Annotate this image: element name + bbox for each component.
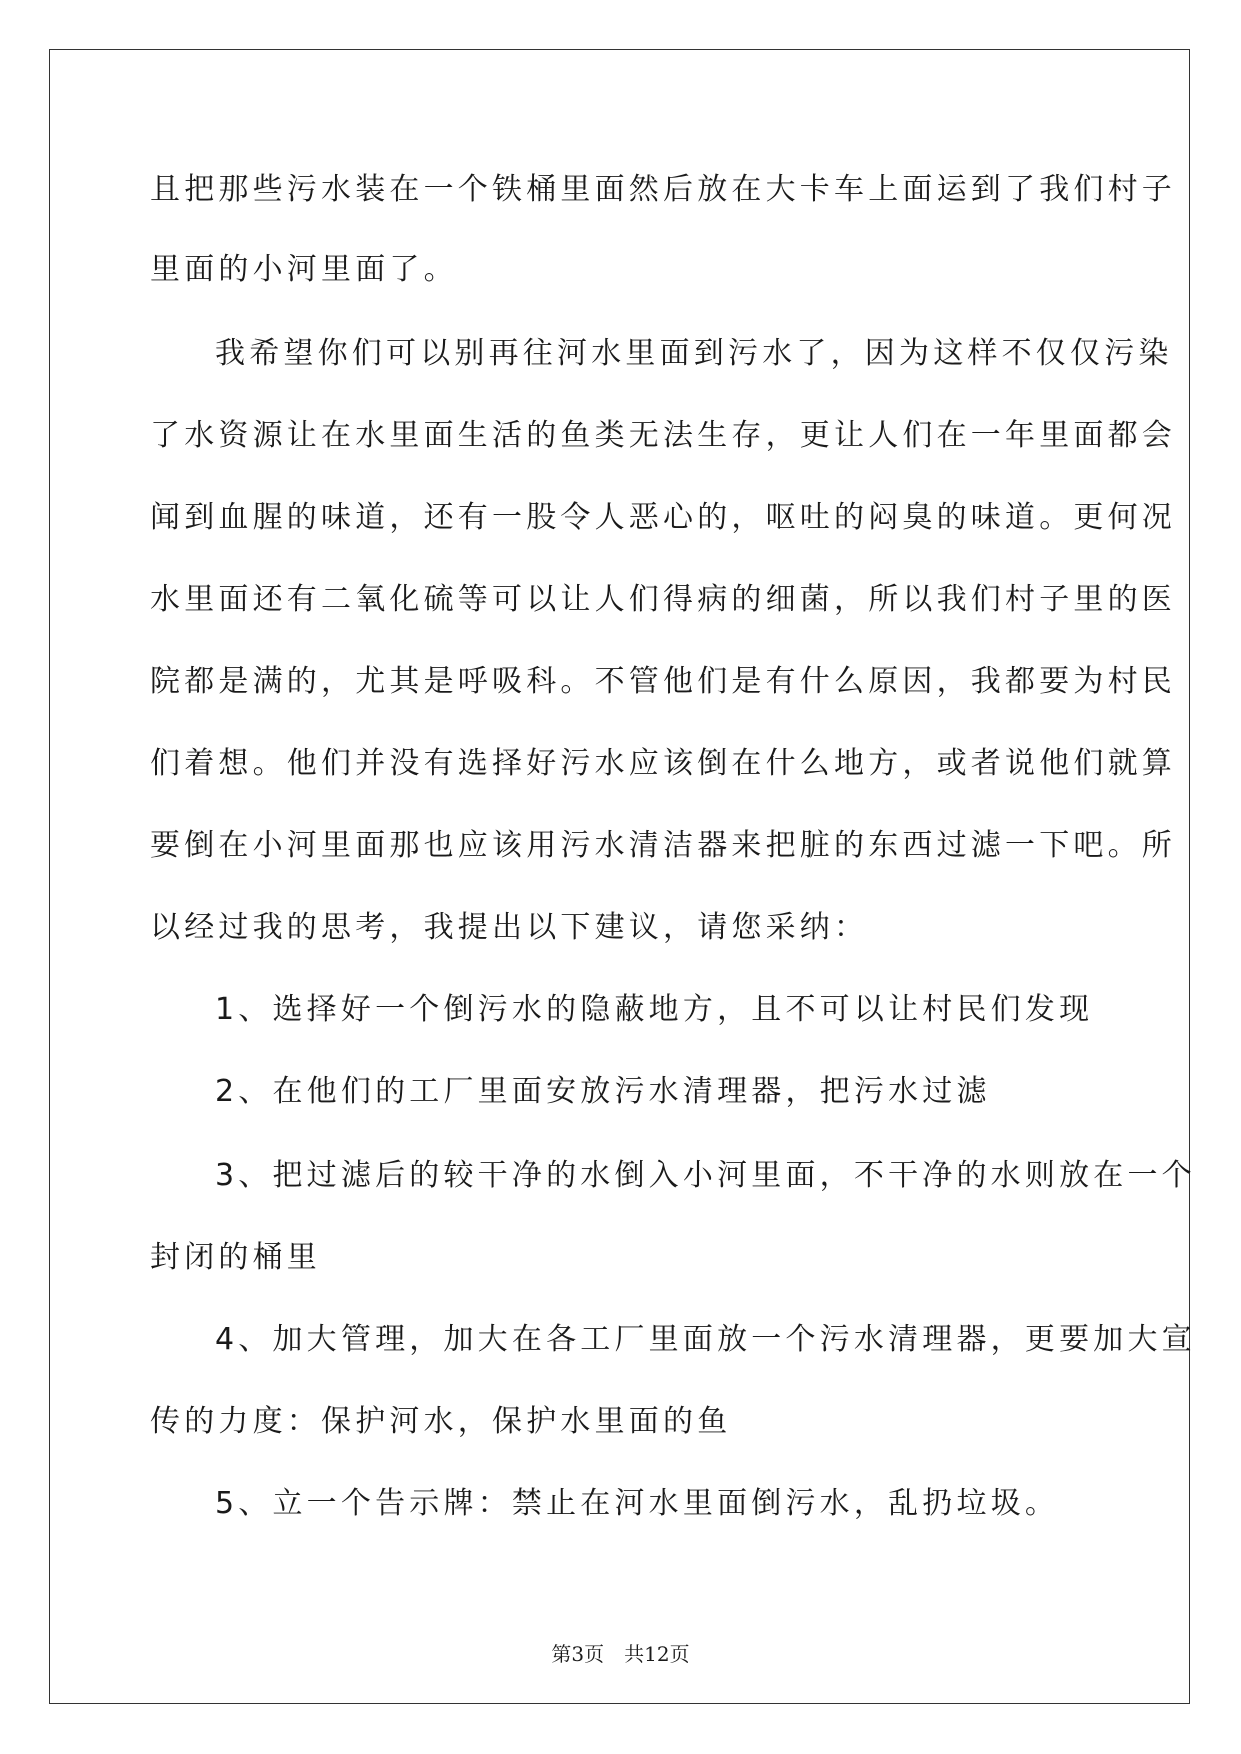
list-item-5: 5、立一个告示牌：禁止在河水里面倒污水，乱扔垃圾。 (215, 1486, 1060, 1521)
page-border (49, 49, 1190, 1704)
text-line: 且把那些污水装在一个铁桶里面然后放在大卡车上面运到了我们村子 (150, 172, 1176, 207)
text-line: 里面的小河里面了。 (150, 252, 458, 287)
text-line: 水里面还有二氧化硫等可以让人们得病的细菌，所以我们村子里的医 (150, 582, 1176, 617)
text-line: 了水资源让在水里面生活的鱼类无法生存，更让人们在一年里面都会 (150, 418, 1176, 453)
list-item-3: 3、把过滤后的较干净的水倒入小河里面，不干净的水则放在一个 (215, 1158, 1196, 1193)
text-line: 要倒在小河里面那也应该用污水清洁器来把脏的东西过滤一下吧。所 (150, 828, 1176, 863)
paragraph-start-line: 我希望你们可以别再往河水里面到污水了，因为这样不仅仅污染 (215, 336, 1173, 371)
list-item-2: 2、在他们的工厂里面安放污水清理器，把污水过滤 (215, 1074, 991, 1109)
page-number-footer: 第3页 共12页 (551, 1642, 690, 1666)
text-line: 传的力度：保护河水，保护水里面的鱼 (150, 1404, 732, 1439)
text-line: 以经过我的思考，我提出以下建议，请您采纳： (150, 910, 869, 945)
text-line: 院都是满的，尤其是呼吸科。不管他们是有什么原因，我都要为村民 (150, 664, 1176, 699)
list-item-4: 4、加大管理，加大在各工厂里面放一个污水清理器，更要加大宣 (215, 1322, 1196, 1357)
text-line: 们着想。他们并没有选择好污水应该倒在什么地方，或者说他们就算 (150, 746, 1176, 781)
text-line: 闻到血腥的味道，还有一股令人恶心的，呕吐的闷臭的味道。更何况 (150, 500, 1176, 535)
text-line: 封闭的桶里 (150, 1240, 321, 1275)
list-item-1: 1、选择好一个倒污水的隐蔽地方，且不可以让村民们发现 (215, 992, 1094, 1027)
